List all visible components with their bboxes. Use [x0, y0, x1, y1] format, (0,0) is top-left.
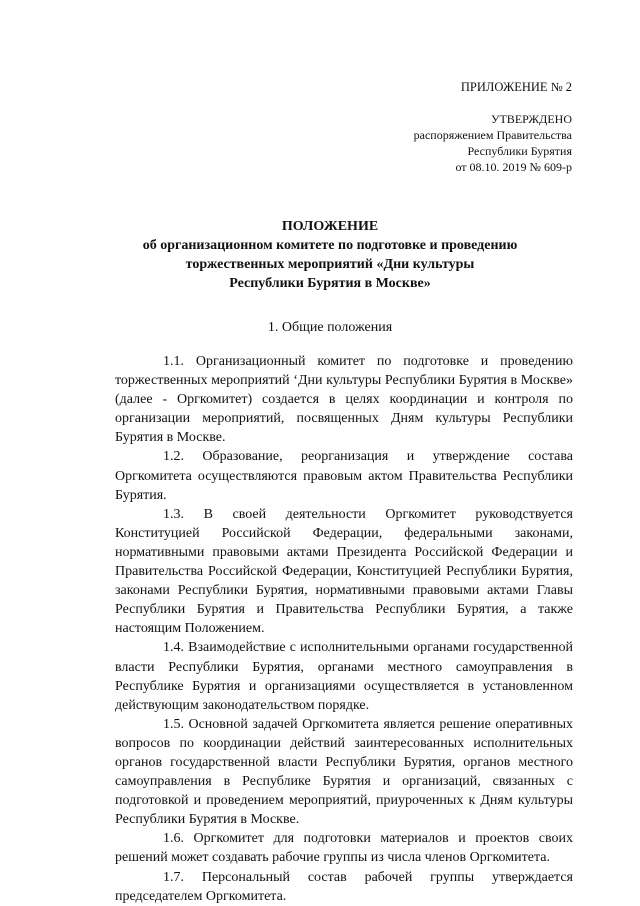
paragraph: 1.3. В своей деятельности Оргкомитет руководствуется Конституцией Российской Федерации, федеральными законами, нормативными правовыми актами Президента Российской Федерации и Правительства Российской Федерации, Конституцией Республики Бурятия, законами Республики Бурятия, нормативными правовыми актами Главы Республики Бурятия и Правительства Республики Бурятия, а также настоящим Положением. [115, 506, 573, 637]
paragraph: 1.5. Основной задачей Оргкомитета является решение оперативных вопросов по координации действий заинтересованных исполнительных органов государственной власти Республики Бурятия, органов местного самоуправления в Республике Бурятия и организаций, связанных с подготовкой и проведением мероприятий, приуроченных к Дням культуры Республики Бурятия в Москве. [115, 716, 573, 828]
approved-label: УТВЕРЖДЕНО [490, 112, 572, 126]
paragraph: 1.7. Персональный состав рабочей группы утверждается председателем Оргкомитета. [115, 869, 573, 904]
approval-line: распоряжением Правительства [413, 128, 572, 142]
title-line: ПОЛОЖЕНИЕ [281, 219, 379, 234]
section-heading: 1. Общие положения [267, 320, 393, 335]
approval-stamp-block [414, 79, 572, 175]
body-text [115, 352, 573, 906]
approval-date-number: от 08.10. 2019 № 609-р [455, 160, 572, 174]
approval-line: Республики Бурятия [467, 144, 572, 158]
paragraph: 1.1. Организационный комитет по подготовке и проведению торжественных мероприятий ‘Дни культуры Республики Бурятия в Москве» (далее - Оргкомитет) создается в целях координации и контроля по организации мероприятий, посвященных Дням культуры Республики Бурятия в Москве. [115, 354, 573, 446]
annex-number: ПРИЛОЖЕНИЕ № 2 [460, 80, 572, 94]
paragraph: 1.6. Оргкомитет для подготовки материалов и проектов своих решений может создавать рабочие группы из числа членов Оргкомитета. [115, 831, 573, 866]
title-line: торжественных мероприятий «Дни культуры [185, 257, 475, 272]
document-title [60, 217, 600, 293]
paragraph: 1.2. Образование, реорганизация и утверждение состава Оргкомитета осуществляются правовым актом Правительства Республики Бурятия. [115, 449, 573, 503]
title-line: об организационном комитете по подготовке и проведению [142, 238, 518, 253]
title-line: Республики Бурятия в Москве» [229, 276, 431, 291]
paragraph: 1.4. Взаимодействие с исполнительными органами государственной власти Республики Бурятия, органами местного самоуправления в Республике Бурятия и организациями осуществляется в установленном действующим законодательством порядке. [115, 640, 573, 713]
